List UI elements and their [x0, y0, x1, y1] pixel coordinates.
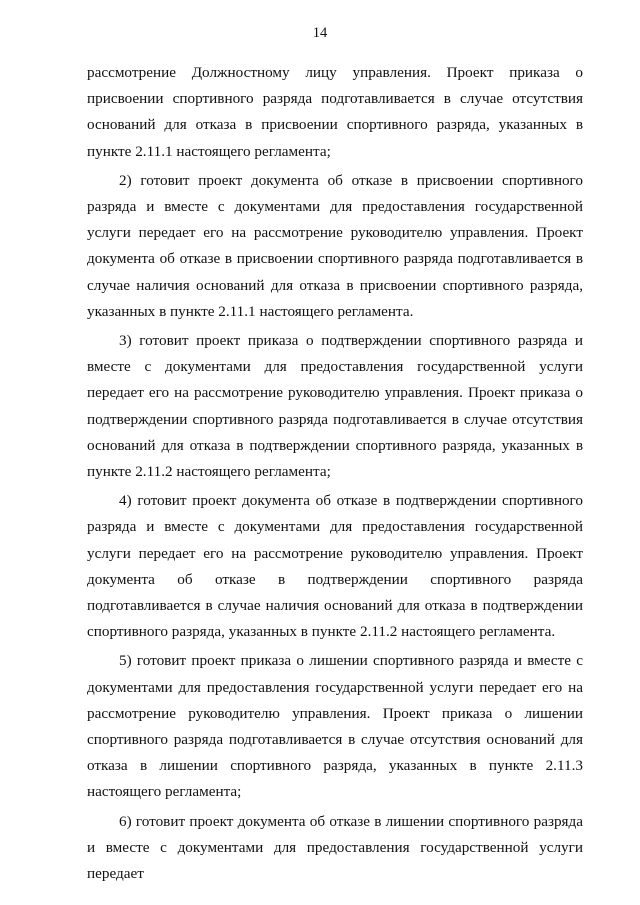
paragraph-item-5: 5) готовит проект приказа о лишении спортивного разряда и вместе с документами для предоставления государственной услуги передает его на рассмотрение руководителю управления. Проект приказа о лишении спортивного разряда подготавливается в случае отсутствия оснований для отказа в лишении спортивного разряда, указанных в пункте 2.11.3 настоящего регламента; [87, 652, 583, 801]
page-number: 14 [312, 25, 328, 41]
paragraph-item-2: 2) готовит проект документа об отказе в присвоении спортивного разряда и вместе с документами для предоставления государственной услуги передает его на рассмотрение руководителю управления. Проект документа об отказе в присвоении спортивного разряда подготавливается в случае наличия оснований для отказа в присвоении спортивного разряда, указанных в пункте 2.11.1 настоящего регламента. [87, 171, 583, 320]
paragraph-continuation: рассмотрение Должностному лицу управления. Проект приказа о присвоении спортивного разряда подготавливается в случае отсутствия оснований для отказа в присвоении спортивного разряда, указанных в пункте 2.11.1 настоящего регламента; [87, 64, 583, 160]
paragraph-item-6: 6) готовит проект документа об отказе в лишении спортивного разряда и вместе с документами для предоставления государственной услуги передает [87, 812, 583, 883]
paragraph-item-3: 3) готовит проект приказа о подтверждении спортивного разряда и вместе с документами для предоставления государственной услуги передает его на рассмотрение руководителю управления. Проект приказа о подтверждении спортивного разряда подготавливается в случае отсутствия оснований для отказа в подтверждении спортивного разряда, указанных в пункте 2.11.2 настоящего регламента; [87, 332, 583, 481]
paragraph-item-4: 4) готовит проект документа об отказе в подтверждении спортивного разряда и вместе с документами для предоставления государственной услуги передает его на рассмотрение руководителю управления. Проект документа об отказе в подтверждении спортивного разряда подготавливается в случае наличия оснований для отказа в подтверждении спортивного разряда, указанных в пункте 2.11.2 настоящего регламента. [87, 492, 583, 641]
document-body [87, 60, 583, 887]
